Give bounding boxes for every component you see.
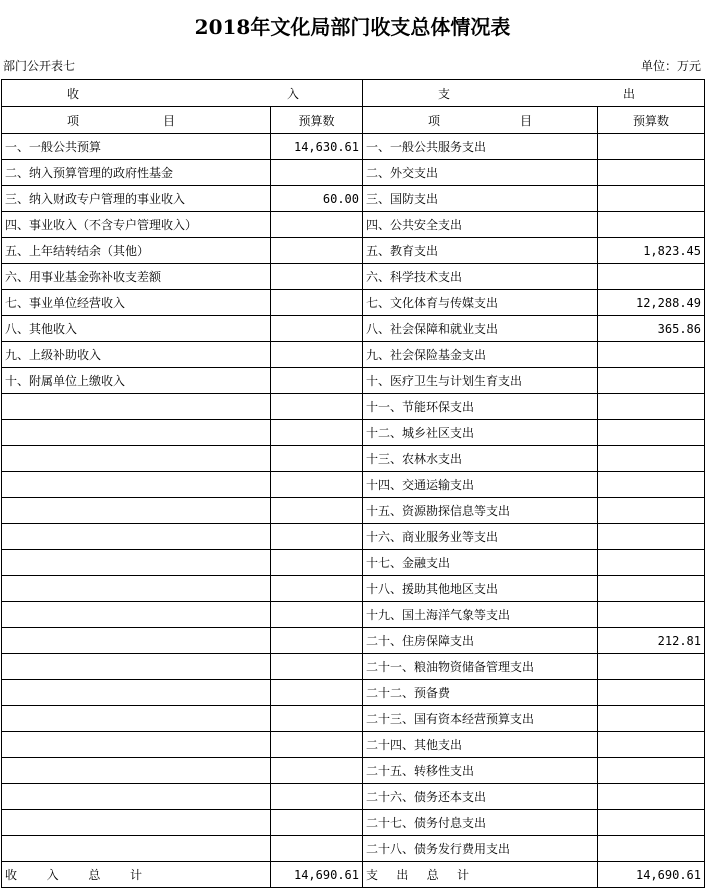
income-value-cell: [271, 290, 363, 316]
income-total-value: 14,690.61: [271, 862, 363, 888]
table-row: [2, 238, 705, 264]
income-value-cell: [271, 576, 363, 602]
income-value-cell: [271, 654, 363, 680]
income-item-header: [2, 107, 271, 134]
income-value-cell: [271, 472, 363, 498]
table-row: [2, 498, 705, 524]
income-value-cell: [271, 602, 363, 628]
expense-value-cell: [598, 784, 705, 810]
expense-value-cell: [598, 394, 705, 420]
table-row: [2, 342, 705, 368]
table-row: [2, 134, 705, 160]
income-item-cell: [2, 446, 271, 472]
income-value-cell: [271, 758, 363, 784]
expense-item-cell: 二十四、其他支出: [363, 732, 598, 758]
income-value-cell: 14,630.61: [271, 134, 363, 160]
income-item-cell: 五、上年结转结余（其他）: [2, 238, 271, 264]
section-header-row: [2, 80, 705, 107]
income-value-cell: [271, 342, 363, 368]
income-total-char-3: 总: [88, 868, 101, 882]
expense-value-cell: [598, 654, 705, 680]
income-value-cell: [271, 732, 363, 758]
expense-value-cell: [598, 420, 705, 446]
table-row: [2, 264, 705, 290]
income-header-char-1: 收: [67, 86, 80, 101]
expense-value-cell: [598, 732, 705, 758]
expense-item-cell: 二十八、债务发行费用支出: [363, 836, 598, 862]
expense-item-header-char-1: 项: [428, 113, 441, 128]
income-item-cell: 一、一般公共预算: [2, 134, 271, 160]
income-value-cell: [271, 160, 363, 186]
table-row: [2, 472, 705, 498]
expense-item-cell: 十九、国土海洋气象等支出: [363, 602, 598, 628]
expense-section-header: [363, 80, 705, 107]
income-item-cell: [2, 602, 271, 628]
income-item-cell: [2, 394, 271, 420]
income-value-cell: [271, 628, 363, 654]
income-item-cell: 八、其他收入: [2, 316, 271, 342]
income-item-cell: [2, 680, 271, 706]
expense-item-cell: 二十五、转移性支出: [363, 758, 598, 784]
income-item-cell: [2, 784, 271, 810]
income-item-cell: [2, 550, 271, 576]
expense-value-cell: 1,823.45: [598, 238, 705, 264]
income-value-cell: [271, 368, 363, 394]
income-value-cell: [271, 446, 363, 472]
expense-item-cell: 一、一般公共服务支出: [363, 134, 598, 160]
income-item-cell: [2, 810, 271, 836]
income-section-header: [2, 80, 363, 107]
income-item-cell: [2, 472, 271, 498]
income-item-cell: [2, 706, 271, 732]
table-row: [2, 212, 705, 238]
income-item-cell: 二、纳入预算管理的政府性基金: [2, 160, 271, 186]
expense-value-cell: 212.81: [598, 628, 705, 654]
expense-value-cell: [598, 446, 705, 472]
expense-header-char-2: 出: [622, 86, 635, 101]
income-item-cell: 四、事业收入（不含专户管理收入）: [2, 212, 271, 238]
expense-item-cell: 十四、交通运输支出: [363, 472, 598, 498]
expense-value-cell: 365.86: [598, 316, 705, 342]
income-value-cell: [271, 264, 363, 290]
income-item-cell: [2, 420, 271, 446]
expense-item-header-char-2: 目: [519, 113, 532, 128]
income-value-cell: [271, 316, 363, 342]
expense-value-cell: [598, 264, 705, 290]
expense-value-cell: [598, 576, 705, 602]
table-row: [2, 602, 705, 628]
expense-value-cell: [598, 550, 705, 576]
income-value-cell: [271, 498, 363, 524]
expense-total-label: [363, 862, 598, 888]
income-value-cell: 60.00: [271, 186, 363, 212]
income-value-cell: [271, 550, 363, 576]
expense-item-cell: 六、科学技术支出: [363, 264, 598, 290]
income-total-char-4: 计: [129, 868, 142, 882]
income-item-cell: 六、用事业基金弥补收支差额: [2, 264, 271, 290]
expense-item-cell: 七、文化体育与传媒支出: [363, 290, 598, 316]
expense-value-cell: [598, 524, 705, 550]
expense-value-cell: [598, 836, 705, 862]
expense-value-cell: [598, 680, 705, 706]
expense-total-char-1: 支: [366, 868, 379, 882]
income-total-char-1: 收: [5, 868, 18, 882]
income-value-cell: [271, 706, 363, 732]
table-row: [2, 654, 705, 680]
expense-value-cell: 12,288.49: [598, 290, 705, 316]
totals-row: [2, 862, 705, 888]
expense-item-cell: 十二、城乡社区支出: [363, 420, 598, 446]
expense-item-cell: 十六、商业服务业等支出: [363, 524, 598, 550]
expense-item-cell: 八、社会保障和就业支出: [363, 316, 598, 342]
income-value-cell: [271, 836, 363, 862]
expense-value-cell: [598, 342, 705, 368]
table-row: [2, 394, 705, 420]
expense-item-cell: 十一、节能环保支出: [363, 394, 598, 420]
expense-value-cell: [598, 810, 705, 836]
income-item-cell: [2, 576, 271, 602]
expense-item-cell: 十、医疗卫生与计划生育支出: [363, 368, 598, 394]
income-value-cell: [271, 212, 363, 238]
table-row: [2, 628, 705, 654]
expense-value-cell: [598, 160, 705, 186]
expense-header-char-1: 支: [438, 86, 451, 101]
expense-item-cell: 四、公共安全支出: [363, 212, 598, 238]
income-item-cell: [2, 498, 271, 524]
expense-item-cell: 二十、住房保障支出: [363, 628, 598, 654]
unit-label: 单位：万元: [640, 59, 701, 73]
expense-item-cell: 二、外交支出: [363, 160, 598, 186]
table-row: [2, 810, 705, 836]
table-row: [2, 420, 705, 446]
table-row: [2, 706, 705, 732]
table-row: [2, 550, 705, 576]
expense-value-cell: [598, 134, 705, 160]
expense-item-cell: 二十七、债务付息支出: [363, 810, 598, 836]
table-row: [2, 732, 705, 758]
table-row: [2, 160, 705, 186]
income-item-cell: 三、纳入财政专户管理的事业收入: [2, 186, 271, 212]
expense-item-cell: 十七、金融支出: [363, 550, 598, 576]
expense-item-cell: 十五、资源勘探信息等支出: [363, 498, 598, 524]
expense-value-cell: [598, 498, 705, 524]
expense-item-cell: 三、国防支出: [363, 186, 598, 212]
income-value-cell: [271, 810, 363, 836]
income-value-cell: [271, 420, 363, 446]
table-row: [2, 524, 705, 550]
income-item-cell: [2, 654, 271, 680]
table-row: [2, 758, 705, 784]
table-row: [2, 186, 705, 212]
expense-value-cell: [598, 758, 705, 784]
table-row: [2, 316, 705, 342]
expense-value-cell: [598, 186, 705, 212]
income-item-cell: [2, 628, 271, 654]
table-row: [2, 576, 705, 602]
income-item-cell: 九、上级补助收入: [2, 342, 271, 368]
income-value-cell: [271, 784, 363, 810]
income-item-cell: 十、附属单位上缴收入: [2, 368, 271, 394]
expense-total-char-3: 总: [426, 868, 439, 882]
column-header-row: [2, 107, 705, 134]
table-row: [2, 836, 705, 862]
income-header-char-2: 入: [286, 86, 299, 101]
page-title: 2018年文化局部门收支总体情况表: [194, 15, 511, 39]
expense-item-cell: 二十二、预备费: [363, 680, 598, 706]
expense-value-cell: [598, 706, 705, 732]
expense-total-char-4: 计: [456, 868, 469, 882]
expense-value-cell: [598, 602, 705, 628]
income-item-cell: 七、事业单位经营收入: [2, 290, 271, 316]
expense-item-cell: 五、教育支出: [363, 238, 598, 264]
income-budget-header: 预算数: [271, 107, 363, 134]
income-item-cell: [2, 524, 271, 550]
expense-total-char-2: 出: [396, 868, 409, 882]
table-row: [2, 446, 705, 472]
expense-item-cell: 二十六、债务还本支出: [363, 784, 598, 810]
income-total-char-2: 入: [46, 868, 59, 882]
income-item-cell: [2, 836, 271, 862]
income-value-cell: [271, 680, 363, 706]
income-total-label: [2, 862, 271, 888]
table-row: [2, 680, 705, 706]
income-value-cell: [271, 524, 363, 550]
expense-item-header: [363, 107, 598, 134]
expense-total-value: 14,690.61: [598, 862, 705, 888]
income-value-cell: [271, 238, 363, 264]
table-row: [2, 290, 705, 316]
expense-budget-header: 预算数: [598, 107, 705, 134]
expense-value-cell: [598, 212, 705, 238]
income-item-header-char-1: 项: [67, 113, 80, 128]
expense-item-cell: 二十一、粮油物资储备管理支出: [363, 654, 598, 680]
income-item-header-char-2: 目: [162, 113, 175, 128]
expense-item-cell: 十八、援助其他地区支出: [363, 576, 598, 602]
expense-value-cell: [598, 368, 705, 394]
table-row: [2, 784, 705, 810]
table-row: [2, 368, 705, 394]
expense-item-cell: 九、社会保险基金支出: [363, 342, 598, 368]
income-item-cell: [2, 732, 271, 758]
expense-item-cell: 十三、农林水支出: [363, 446, 598, 472]
expense-item-cell: 二十三、国有资本经营预算支出: [363, 706, 598, 732]
expense-value-cell: [598, 472, 705, 498]
form-number: 部门公开表七: [3, 59, 76, 73]
income-item-cell: [2, 758, 271, 784]
income-value-cell: [271, 394, 363, 420]
budget-table: [1, 79, 705, 888]
